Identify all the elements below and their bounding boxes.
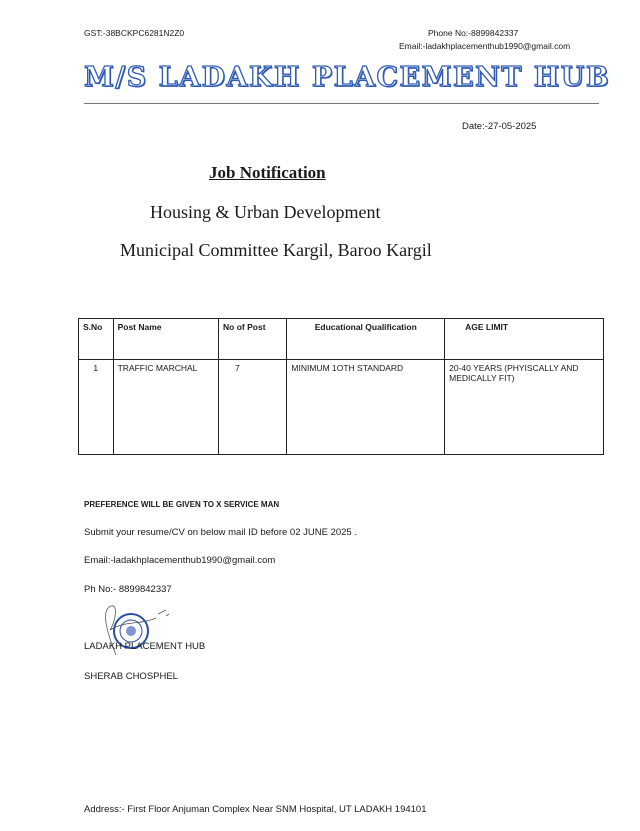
signature-organization: LADAKH PLACEMENT HUB [84,641,206,652]
header-divider [84,103,599,104]
cell-qualification: MINIMUM 1OTH STANDARD [287,360,445,455]
cell-sno: 1 [79,360,114,455]
contact-email: Email:-ladakhplacementhub1990@gmail.com [84,555,276,566]
cell-post-name: TRAFFIC MARCHAL [113,360,218,455]
header-phone: Phone No:-8899842337 [428,28,519,38]
col-header-post-name: Post Name [113,319,218,360]
company-address: Address:- First Floor Anjuman Complex Near SNM Hospital, UT LADAKH 194101 [84,804,427,815]
header-email: Email:-ladakhplacementhub1990@gmail.com [399,41,571,51]
contact-phone: Ph No:- 8899842337 [84,584,172,595]
col-header-qualification: Educational Qualification [287,319,445,360]
submit-instruction: Submit your resume/CV on below mail ID before 02 JUNE 2025 . [84,527,357,538]
signatory-name: SHERAB CHOSPHEL [84,671,178,682]
table-header-row [79,319,604,360]
gst-number: GST:-38BCKPC6281N2Z0 [84,28,185,38]
preference-note: PREFERENCE WILL BE GIVEN TO X SERVICE MAN [84,500,280,509]
notice-date: Date:-27-05-2025 [462,121,537,132]
col-header-sno: S.No [79,319,114,360]
notice-title: Job Notification [209,163,326,182]
cell-no-of-post: 7 [219,360,287,455]
company-name: M/S LADAKH PLACEMENT HUB [84,62,611,93]
office-name: Municipal Committee Kargil, Baroo Kargil [120,240,432,260]
table-row [79,360,604,455]
cell-age-limit: 20-40 YEARS (PHYISCALLY AND MEDICALLY FIT) [445,360,604,455]
department-name: Housing & Urban Development [150,202,381,222]
col-header-age-limit: AGE LIMIT [445,319,604,360]
vacancy-table [78,318,604,455]
col-header-no-of-post: No of Post [219,319,287,360]
